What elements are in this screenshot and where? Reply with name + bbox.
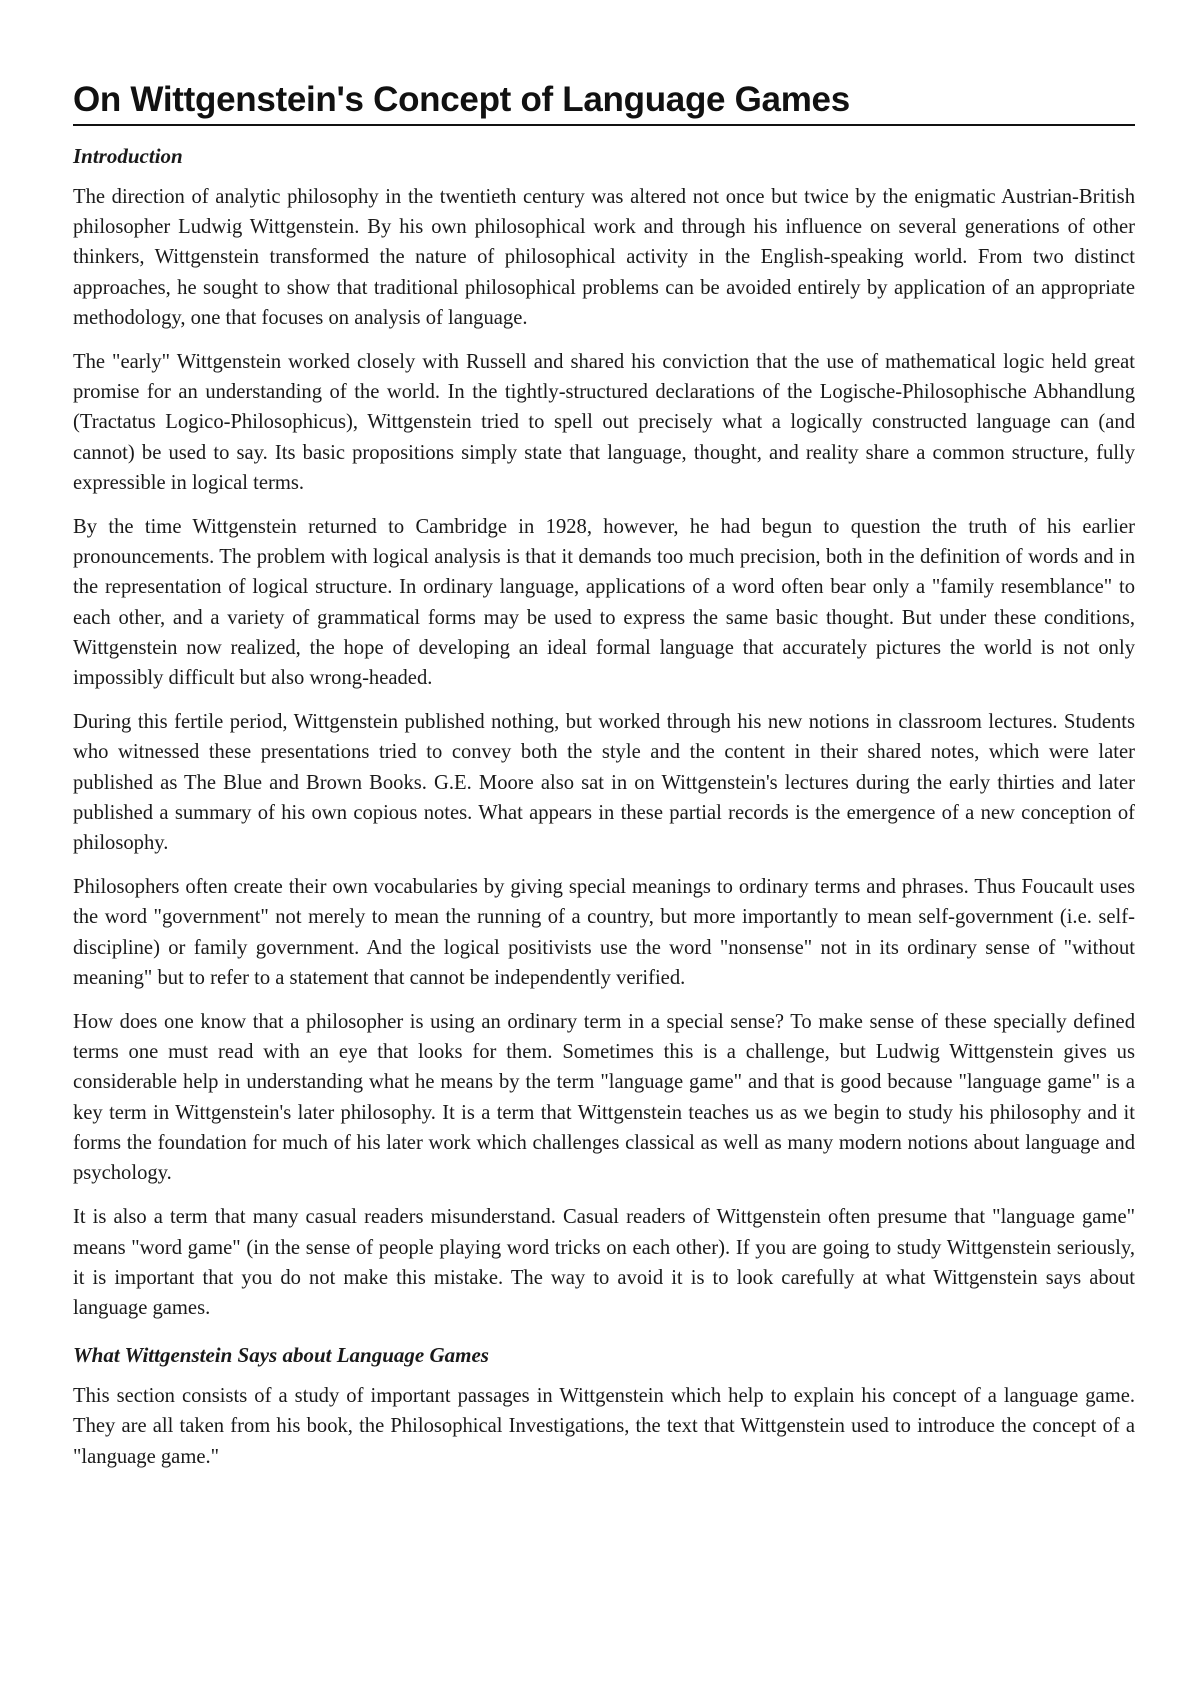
paragraph: How does one know that a philosopher is using an ordinary term in a special sense? To make sense of these specially defined terms one must read with an eye that looks for them. Sometimes this is a challenge, but Ludwig Wittgenstein gives us considerable help in understanding what he means by the term "language game" and that is good because "language game" is a key term in Wittgenstein's later philosophy. It is a term that Wittgenstein teaches us as we begin to study his philosophy and it forms the foundation for much of his later work which challenges classical as well as many modern notions about language and psychology.: [73, 1011, 1135, 1185]
paragraph: The "early" Wittgenstein worked closely with Russell and shared his conviction that the use of mathematical logic held great promise for an understanding of the world. In the tightly-structured declarations of the Logische-Philosophische Abhandlung (Tractatus Logico-Philosophicus), Wittgenstein tried to spell out precisely what a logically constructed language can (and cannot) be used to say. Its basic propositions simply state that language, thought, and reality share a common structure, fully expressible in logical terms.: [73, 351, 1135, 494]
section-heading-introduction: Introduction: [73, 144, 183, 168]
paragraph: The direction of analytic philosophy in the twentieth century was altered not once but twice by the enigmatic Austrian-British philosopher Ludwig Wittgenstein. By his own philosophical work and through his influence on several generations of other thinkers, Wittgenstein transformed the nature of philosophical activity in the English-speaking world. From two distinct approaches, he sought to show that traditional philosophical problems can be avoided entirely by application of an appropriate methodology, one that focuses on analysis of language.: [73, 186, 1135, 329]
paragraph: Philosophers often create their own vocabularies by giving special meanings to ordinary terms and phrases. Thus Foucault uses the word "government" not merely to mean the running of a country, but more importantly to mean self-government (i.e. self-discipline) or family government. And the logical positivists use the word "nonsense" not in its ordinary sense of "without meaning" but to refer to a statement that cannot be independently verified.: [73, 876, 1135, 989]
document-page: [73, 78, 1135, 1486]
paragraph: This section consists of a study of important passages in Wittgenstein which help to explain his concept of a language game. They are all taken from his book, the Philosophical Investigations, the text that Wittgenstein used to introduce the concept of a "language game.": [73, 1385, 1135, 1468]
paragraph: During this fertile period, Wittgenstein published nothing, but worked through his new notions in classroom lectures. Students who witnessed these presentations tried to convey both the style and the content in their shared notes, which were later published as The Blue and Brown Books. G.E. Moore also sat in on Wittgenstein's lectures during the early thirties and later published a summary of his own copious notes. What appears in these partial records is the emergence of a new conception of philosophy.: [73, 711, 1135, 855]
paragraph: It is also a term that many casual readers misunderstand. Casual readers of Wittgenstein often presume that "language game" means "word game" (in the sense of people playing word tricks on each other). If you are going to study Wittgenstein seriously, it is important that you do not make this mistake. The way to avoid it is to look carefully at what Wittgenstein says about language games.: [73, 1206, 1135, 1319]
document-title: On Wittgenstein's Concept of Language Games: [73, 78, 1135, 126]
section-heading-language-games: What Wittgenstein Says about Language Games: [73, 1343, 489, 1368]
paragraph: By the time Wittgenstein returned to Cambridge in 1928, however, he had begun to question the truth of his earlier pronouncements. The problem with logical analysis is that it demands too much precision, both in the definition of words and in the representation of logical structure. In ordinary language, applications of a word often bear only a "family resemblance" to each other, and a variety of grammatical forms may be used to express the same basic thought. But under these conditions, Wittgenstein now realized, the hope of developing an ideal formal language that accurately pictures the world is not only impossibly difficult but also wrong-headed.: [73, 516, 1135, 690]
